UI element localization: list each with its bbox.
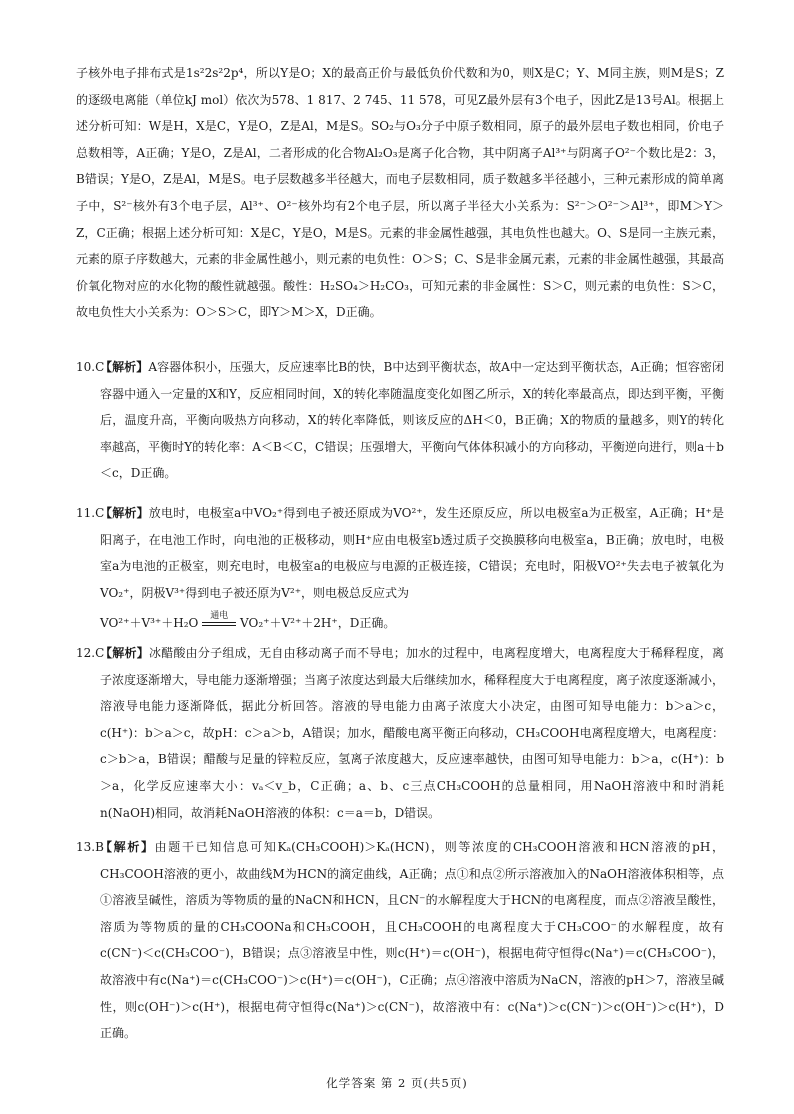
- equation-arrow-label: 通电: [210, 610, 229, 621]
- item-text: 由题干已知信息可知Kₐ(CH₃COOH)＞Kₐ(HCN)，则等浓度的CH₃COOH溶液和HCN溶液的pH，CH₃COOH溶液的更小，故曲线M为HCN的滴定曲线，A正确；点①和点②所示溶液加入的NaOH溶液体积相等，点①溶液呈碱性，溶质为等物质的量的NaCN和HCN，且CN⁻的水解程度大于HCN的电离程度，而点②溶液呈酸性，溶质为等物质的量的CH₃COONa和CH₃COOH，且CH₃COOH的电离程度大于CH₃COO⁻的水解程度，故有c(CN⁻)＜c(CH₃COO⁻)，B错误；点③溶液呈中性，则c(H⁺)＝c(OH⁻)，根据电荷守恒得c(Na⁺)＝c(CH₃COO⁻)，故溶液中有c(Na⁺)＝c(CH₃COO⁻)＞c(H⁺)＝c(OH⁻)，C正确；点④溶液中溶质为NaCN，溶液的pH＞7，溶液呈碱性，则c(OH⁻)＞c(H⁺)，根据电荷守恒得c(Na⁺)＞c(CN⁻)，故溶液中有：c(Na⁺)＞c(CN⁻)＞c(OH⁻)＞c(H⁺)，D正确。: [100, 840, 724, 1041]
- item-number: 13.B: [76, 840, 104, 854]
- item-text: 冰醋酸由分子组成，无自由移动离子而不导电；加水的过程中，电离程度增大，电离程度大于稀释程度，离子浓度逐渐增大，导电能力逐渐增强；当离子浓度达到最大后继续加水，稀释程度大于电离程度，离子浓度逐渐减小，溶液导电能力逐渐降低，据此分析回答。溶液的导电能力由离子浓度大小决定，由图可知导电能力：b＞a＞c，c(H⁺)：b＞a＞c，故pH：c＞a＞b，A错误；加水，醋酸电离平衡正向移动，CH₃COOH电离程度增大，电离程度：c＞b＞a，B错误；醋酸与足量的锌粒反应，氢离子浓度越大，反应速率越快，由图可知导电能力：b＞a，c(H⁺)：b＞a，化学反应速率大小：vₐ＜v_b，C正确；a、b、c三点CH₃COOH的总量相同，用NaOH溶液中和时消耗n(NaOH)相同，故消耗NaOH溶液的体积：c＝a＝b，D错误。: [100, 646, 725, 820]
- answer-item-11: [76, 500, 724, 606]
- analysis-tag: 【解析】: [100, 506, 149, 520]
- answer-item-12: [76, 640, 724, 826]
- equation-left: VO²⁺＋V³⁺＋H₂O: [100, 616, 199, 630]
- analysis-tag: 【解析】: [100, 360, 149, 374]
- equals-sign: [202, 622, 236, 626]
- item-body: [100, 640, 724, 826]
- item-text: A容器体积小，压强大，反应速率比B的快，B中达到平衡状态，故A中一定达到平衡状态，A正确；恒容密闭容器中通入一定量的X和Y，反应相同时间，X的转化率随温度变化如图乙所示，X的转化率最高点，即达到平衡，平衡后，温度升高，平衡向吸热方向移动，X的转化率降低，则该反应的ΔH＜0，B正确；X的物质的量越多，则Y的转化率越高，平衡时Y的转化率：A＜B＜C，C错误；压强增大，平衡向气体体积减小的方向移动，平衡逆向进行，则a＋b＜c，D正确。: [100, 360, 724, 481]
- item-number: 10.C: [76, 360, 105, 374]
- item-body: [100, 834, 724, 1047]
- item-text: 放电时，电极室a中VO₂⁺得到电子被还原成为VO²⁺，发生还原反应，所以电极室a为正极室，A正确；H⁺是阳离子，在电池工作时，向电池的正极移动，则H⁺应由电极室b透过质子交换膜移向电极室a，B正确；放电时，电极室a为电池的正极室，则充电时，电极室a的电极应与电源的正极连接，C错误；充电时，阳极VO²⁺失去电子被氧化为VO₂⁺，阴极V³⁺得到电子被还原为V²⁺，则电极总反应式为: [100, 506, 724, 600]
- item-number: 12.C: [76, 646, 105, 660]
- answer-item-13: [76, 834, 724, 1047]
- item-body: [100, 354, 724, 487]
- analysis-tag: 【解析】: [100, 646, 149, 660]
- page-footer: 化学答案 第 2 页(共5页): [326, 1076, 468, 1090]
- item-number: 11.C: [76, 506, 105, 520]
- equation-arrow: [202, 610, 236, 626]
- analysis-tag: 【解析】: [100, 840, 155, 854]
- reaction-equation: [100, 610, 396, 631]
- item-body: [100, 500, 724, 606]
- equation-right: VO₂⁺＋V²⁺＋2H⁺，D正确。: [240, 616, 396, 630]
- intro-paragraph: 子核外电子排布式是1s²2s²2p⁴，所以Y是O；X的最高正价与最低负价代数和为0，则X是C；Y、M同主族，则M是S；Z的逐级电离能（单位kJ mol）依次为578、1 817、2 745、11 578，可见Z最外层有3个电子，因此Z是13号Al。根据上述分析可知：W是H，X是C，Y是O，Z是Al，M是S。SO₂与O₃分子中原子数相同，原子的最外层电子数也相同，价电子总数相等，A正确；Y是O，Z是Al，二者形成的化合物Al₂O₃是离子化合物，其中阴离子Al³⁺与阴离子O²⁻个数比是2：3，B错误；Y是O，Z是Al，M是S。电子层数越多半径越大，而电子层数相同，质子数越多半径越小，三种元素形成的简单离子中，S²⁻核外有3个电子层，Al³⁺、O²⁻核外均有2个电子层，所以离子半径大小关系为：S²⁻＞O²⁻＞Al³⁺，即M＞Y＞Z，C正确；根据上述分析可知：X是C，Y是O，M是S。元素的非金属性越强，其电负性也越大。O、S是同一主族元素，元素的原子序数越大，元素的非金属性越小，则元素的电负性：O＞S；C、S是非金属元素，元素的非金属性越强，其最高价氧化物对应的水化物的酸性就越强。酸性：H₂SO₄＞H₂CO₃，可知元素的非金属性：S＞C，则元素的电负性：S＞C，故电负性大小关系为：O＞S＞C，即Y＞M＞X，D正确。: [76, 66, 724, 320]
- answer-item-10: [76, 354, 724, 487]
